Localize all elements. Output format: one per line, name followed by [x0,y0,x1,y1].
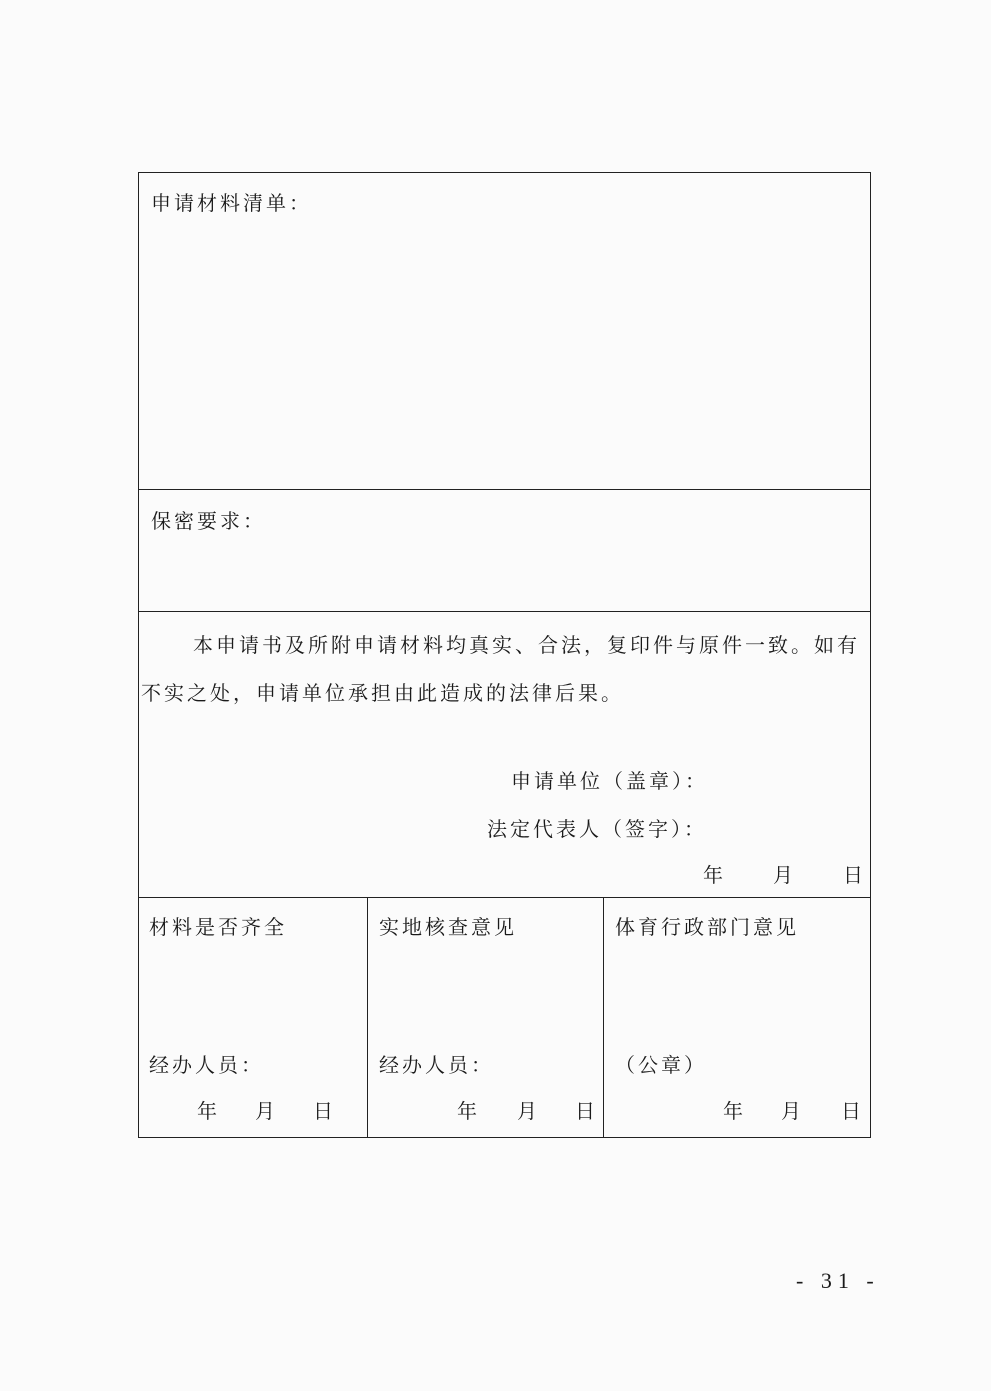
legal-rep-signature-label: 法定代表人（签字）： [487,817,707,841]
materials-complete-title: 材料是否齐全 [149,915,287,939]
site-inspection-title: 实地核查意见 [379,915,517,939]
materials-complete-date-month: 月 [255,1099,278,1123]
sports-department-title: 体育行政部门意见 [615,915,799,939]
materials-complete-date-day: 日 [313,1099,336,1123]
confidentiality-label: 保密要求： [151,509,266,533]
sports-department-date-day: 日 [841,1099,864,1123]
materials-complete-date-year: 年 [197,1099,220,1123]
declaration-date-year: 年 [703,863,726,887]
materials-list-label: 申请材料清单： [151,191,312,215]
site-inspection-handler-label: 经办人员： [379,1053,494,1077]
row-divider-1 [139,489,870,490]
declaration-line-1: 本申请书及所附申请材料均真实、合法，复印件与原件一致。如有 [193,633,860,657]
page-number: - 31 - [796,1268,880,1293]
row-divider-3 [139,897,870,898]
application-form-table [138,172,871,1138]
declaration-date-day: 日 [843,863,866,887]
sports-department-date-month: 月 [781,1099,804,1123]
sports-department-seal-label: （公章） [615,1053,707,1077]
column-divider-2 [603,897,604,1137]
materials-complete-handler-label: 经办人员： [149,1053,264,1077]
site-inspection-date-month: 月 [517,1099,540,1123]
site-inspection-date-year: 年 [457,1099,480,1123]
declaration-date-month: 月 [773,863,796,887]
row-divider-2 [139,611,870,612]
site-inspection-date-day: 日 [575,1099,598,1123]
declaration-line-2: 不实之处，申请单位承担由此造成的法律后果。 [141,681,624,705]
applicant-seal-label: 申请单位（盖章）： [511,769,708,793]
sports-department-date-year: 年 [723,1099,746,1123]
column-divider-1 [367,897,368,1137]
